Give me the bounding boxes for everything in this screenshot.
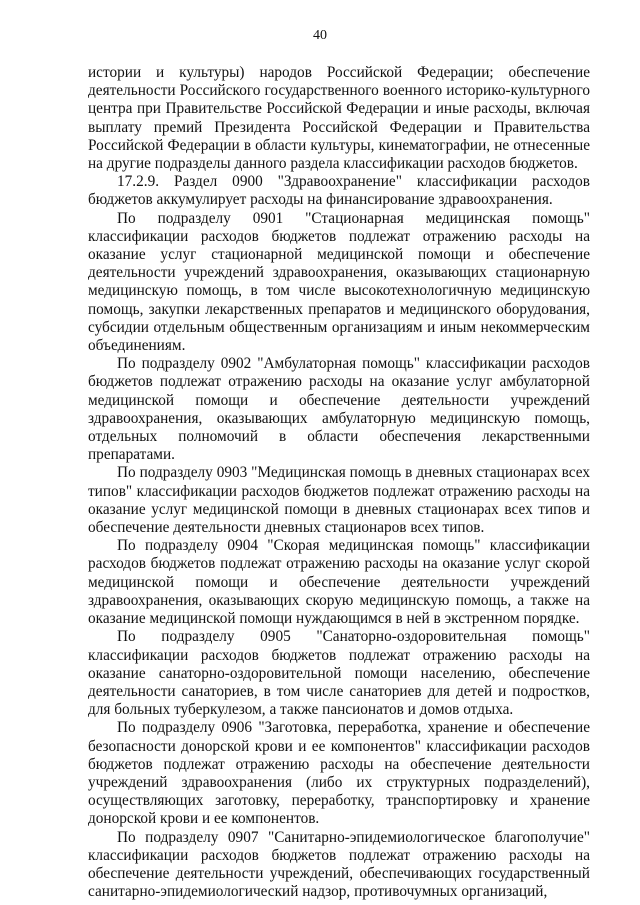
paragraph-subsection-0901: По подразделу 0901 "Стационарная медицинская помощь" классификации расходов бюджетов подлежат отражению расходы на оказание услуг стационарной медицинской помощи и обеспечение деятельности учреждений здравоохранения, оказывающих стационарную медицинскую помощь, в том числе высокотехнологичную медицинскую помощь, закупки лекарственных препаратов и медицинского оборудования, субсидии отдельным общественным организациям и иным некоммерческим объединениям.	[88, 209, 590, 355]
paragraph-subsection-0905: По подразделу 0905 "Санаторно-оздоровительная помощь" классификации расходов бюджетов подлежат отражению расходы на оказание санаторно-оздоровительной помощи населению, обеспечение деятельности санаториев, в том числе санаториев для детей и подростков, для больных туберкулезом, а также пансионатов и домов отдыха.	[88, 628, 590, 719]
paragraph-subsection-0903: По подразделу 0903 "Медицинская помощь в дневных стационарах всех типов" классификации расходов бюджетов подлежат отражению расходы на оказание услуг медицинской помощи в дневных стационарах всех типов и обеспечение деятельности дневных стационаров всех типов.	[88, 464, 590, 537]
document-body	[88, 64, 590, 901]
paragraph-subsection-0904: По подразделу 0904 "Скорая медицинская помощь" классификации расходов бюджетов подлежат отражению расходы на оказание услуг скорой медицинской помощи и обеспечение деятельности учреждений здравоохранения, оказывающих скорую медицинскую помощь, а также на оказание медицинской помощи нуждающимся в ней в экстренном порядке.	[88, 537, 590, 628]
paragraph-subsection-0906: По подразделу 0906 "Заготовка, переработка, хранение и обеспечение безопасности донорской крови и ее компонентов" классификации расходов бюджетов подлежат отражению расходы на обеспечение деятельности учреждений здравоохранения (либо их структурных подразделений), осуществляющих заготовку, переработку, транспортировку и хранение донорской крови и ее компонентов.	[88, 719, 590, 828]
page-number: 40	[313, 28, 327, 43]
paragraph-section-0900: 17.2.9. Раздел 0900 "Здравоохранение" классификации расходов бюджетов аккумулирует расходы на финансирование здравоохранения.	[88, 173, 590, 209]
paragraph-subsection-0902: По подразделу 0902 "Амбулаторная помощь" классификации расходов бюджетов подлежат отражению расходы на оказание услуг амбулаторной медицинской помощи и обеспечение деятельности учреждений здравоохранения, оказывающих амбулаторную медицинскую помощь, отдельных полномочий в области обеспечения лекарственными препаратами.	[88, 355, 590, 464]
paragraph-subsection-0907: По подразделу 0907 "Санитарно-эпидемиологическое благополучие" классификации расходов бюджетов подлежат отражению расходы на обеспечение деятельности учреждений, обеспечивающих государственный санитарно-эпидемиологический надзор, противочумных организаций,	[88, 828, 590, 901]
paragraph-continuation: истории и культуры) народов Российской Федерации; обеспечение деятельности Российского государственного военного историко-культурного центра при Правительстве Российской Федерации и иные расходы, включая выплату премий Президента Российской Федерации и Правительства Российской Федерации в области культуры, кинематографии, не отнесенные на другие подразделы данного раздела классификации расходов бюджетов.	[88, 64, 590, 173]
